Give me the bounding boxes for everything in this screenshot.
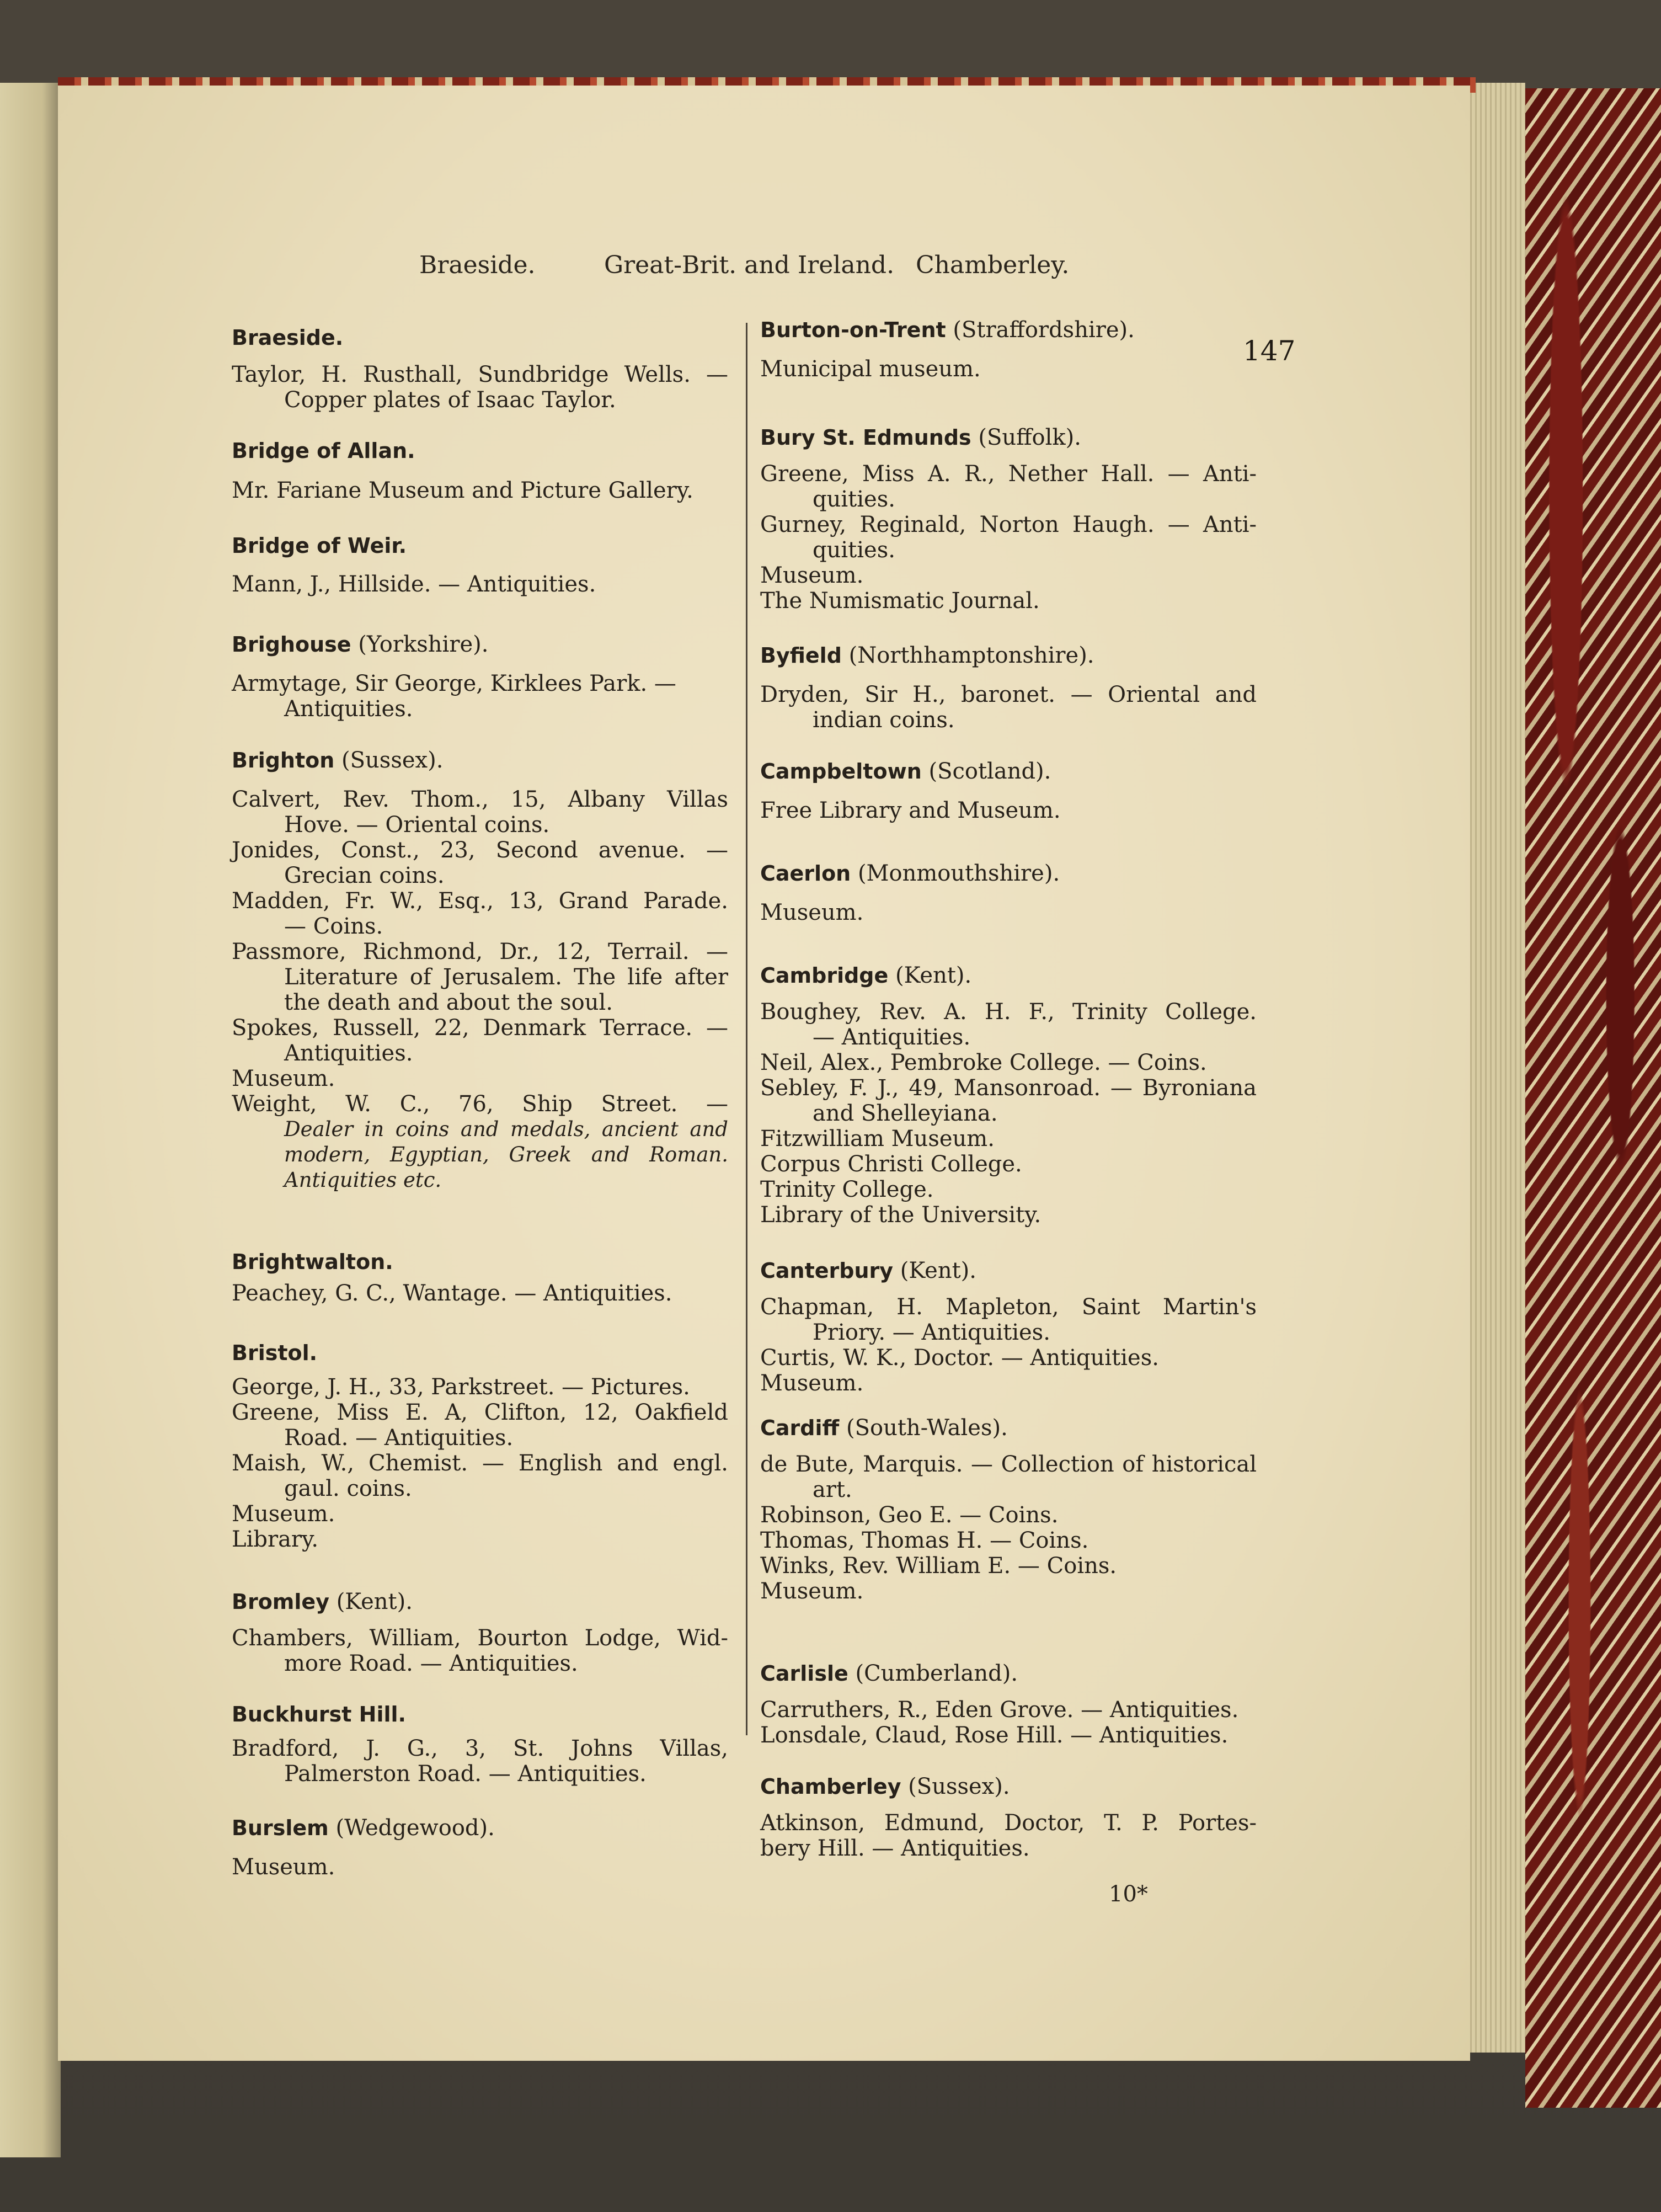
place-name: Brighton (232, 748, 335, 772)
place-name: Campbeltown (760, 759, 922, 783)
page (58, 86, 1470, 2061)
right-column-entry-heading (760, 861, 1060, 886)
place-name: Bristol. (232, 1341, 318, 1365)
place-name: Caerlon (760, 861, 851, 886)
left-column-entry-line: Spokes, Russell, 22, Denmark Terrace. — (232, 1015, 728, 1041)
place-region: (Sussex). (334, 748, 444, 773)
place-name: Buckhurst Hill. (232, 1702, 406, 1726)
facing-page-edge (0, 83, 61, 2157)
right-column-entry-heading (760, 317, 1135, 343)
left-column-entry-heading (232, 632, 488, 657)
left-column-entry-line: Antiquities. (284, 696, 413, 722)
place-region: (Sussex). (901, 1774, 1010, 1799)
running-header (419, 251, 1272, 290)
right-column-entry-line: Library of the University. (760, 1202, 1042, 1228)
place-region: (Scotland). (921, 759, 1051, 784)
left-column-entry-line: Grecian coins. (284, 863, 445, 888)
left-column-entry-line: Mr. Fariane Museum and Picture Gallery. (232, 478, 693, 503)
right-column-entry-line: Corpus Christi College. (760, 1152, 1022, 1177)
left-column-entry-heading (232, 326, 343, 350)
place-region: (Monmouthshire). (851, 861, 1060, 886)
place-region: (Kent). (888, 963, 972, 988)
right-column-entry-line: — Antiquities. (813, 1025, 971, 1050)
right-column-entry-line: Chapman, H. Mapleton, Saint Martin's (760, 1294, 1257, 1320)
right-column-entry-line: Priory. — Antiquities. (813, 1320, 1050, 1345)
right-column-entry-line: Museum. (760, 900, 864, 925)
right-column-entry-heading (760, 643, 1094, 668)
right-column-entry-line: Atkinson, Edmund, Doctor, T. P. Portes- (760, 1810, 1257, 1836)
right-column-entry-line: quities. (813, 537, 895, 563)
left-column-entry-line: Antiquities. (284, 1041, 413, 1066)
left-column-entry-line: Hove. — Oriental coins. (284, 812, 550, 838)
left-column-entry-heading (232, 1589, 413, 1614)
left-column-entry-line: Road. — Antiquities. (284, 1425, 514, 1451)
left-column-entry-line: Copper plates of Isaac Taylor. (284, 387, 616, 413)
left-column-entry-line: Passmore, Richmond, Dr., 12, Terrail. — (232, 939, 728, 964)
place-name: Cambridge (760, 963, 889, 988)
page-number: 147 (1243, 335, 1296, 367)
place-region: (Straffordshire). (946, 317, 1135, 343)
left-column-entry-line: Museum. (232, 1854, 335, 1880)
left-column-entry-line: Taylor, H. Rusthall, Sundbridge Wells. — (232, 362, 728, 387)
right-column-entry-line: Museum. (760, 563, 864, 588)
left-column-entry-line: Armytage, Sir George, Kirklees Park. — (232, 671, 676, 696)
right-column-entry-line: Dryden, Sir H., baronet. — Oriental and (760, 682, 1257, 707)
place-name: Braeside. (232, 326, 344, 350)
right-column-entry-heading (760, 1661, 1018, 1686)
place-name: Bury St. Edmunds (760, 425, 971, 450)
page-block-edge (1462, 83, 1525, 2053)
right-column-entry-heading (760, 963, 971, 988)
column-rule (746, 323, 747, 1735)
left-column-entry-line: Jonides, Const., 23, Second avenue. — (232, 838, 728, 863)
right-column-entry-heading (760, 425, 1081, 450)
place-name: Carlisle (760, 1661, 848, 1686)
place-name: Brightwalton. (232, 1250, 393, 1274)
left-column-entry-line: Bradford, J. G., 3, St. Johns Villas, (232, 1736, 728, 1761)
left-column-entry-line: Madden, Fr. W., Esq., 13, Grand Parade. (232, 888, 728, 914)
place-name: Brighouse (232, 632, 351, 657)
left-column-entry-heading (232, 1341, 317, 1365)
right-column-entry-line: de Bute, Marquis. — Collection of historical (760, 1452, 1257, 1477)
left-column-entry-line: Greene, Miss E. A, Clifton, 12, Oakfield (232, 1400, 728, 1425)
right-column-entry-line: Fitzwilliam Museum. (760, 1126, 995, 1152)
header-center: Great-Brit. and Ireland. (604, 251, 895, 279)
right-column-entry-line: Curtis, W. K., Doctor. — Antiquities. (760, 1345, 1159, 1371)
right-column-entry-line: Thomas, Thomas H. — Coins. (760, 1528, 1089, 1553)
place-name: Canterbury (760, 1259, 894, 1283)
place-name: Chamberley (760, 1774, 901, 1799)
right-column-entry-line: Greene, Miss A. R., Nether Hall. — Anti- (760, 461, 1257, 487)
right-column-entry-line: Gurney, Reginald, Norton Haugh. — Anti- (760, 512, 1257, 537)
place-region: (Wedgewood). (328, 1815, 495, 1841)
right-column-entry-line: bery Hill. — Antiquities. (760, 1836, 1030, 1861)
place-name: Cardiff (760, 1416, 840, 1440)
left-column-entry-heading (232, 1702, 406, 1726)
right-column-entry-line: and Shelleyiana. (813, 1101, 998, 1126)
right-column-entry-line: Winks, Rev. William E. — Coins. (760, 1553, 1117, 1579)
place-name: Burton-on-Trent (760, 318, 946, 342)
left-column-entry-line: Literature of Jerusalem. The life after (284, 964, 728, 990)
place-name: Bridge of Weir. (232, 534, 407, 558)
place-region: (Northhamptonshire). (841, 643, 1094, 668)
marbled-cover-board (1525, 88, 1661, 2108)
left-column-entry-line: Peachey, G. C., Wantage. — Antiquities. (232, 1281, 672, 1306)
left-column-entry-heading (232, 534, 407, 558)
right-column-entry-heading (760, 1415, 1008, 1441)
place-region: (Suffolk). (971, 425, 1081, 450)
right-column-entry-line: Carruthers, R., Eden Grove. — Antiquities. (760, 1697, 1239, 1723)
left-column-entry-line: Library. (232, 1527, 319, 1552)
right-column-entry-line: Free Library and Museum. (760, 798, 1061, 823)
place-region: (South-Wales). (839, 1415, 1008, 1441)
left-column-entry-heading (232, 748, 443, 773)
place-name: Burslem (232, 1816, 329, 1840)
left-column-entry-line: Weight, W. C., 76, Ship Street. — (232, 1091, 728, 1117)
right-column-entry-line: Sebley, F. J., 49, Mansonroad. — Byroniana (760, 1075, 1257, 1101)
left-column-entry-line: Museum. (232, 1501, 335, 1527)
right-column-entry-line: Robinson, Geo E. — Coins. (760, 1502, 1059, 1528)
right-column-entry-heading (760, 759, 1051, 784)
right-column-entry-line: Museum. (760, 1371, 864, 1396)
right-column-entry-line: Municipal museum. (760, 356, 981, 382)
left-column-entry-line: — Coins. (284, 914, 383, 939)
place-region: (Kent). (329, 1589, 413, 1614)
header-left: Braeside. (419, 251, 536, 279)
left-column-entry-line: gaul. coins. (284, 1476, 412, 1501)
left-column-entry-line: George, J. H., 33, Parkstreet. — Pictures. (232, 1374, 690, 1400)
right-column-entry-line: quities. (813, 487, 895, 512)
left-column-entry-line: Dealer in coins and medals, ancient and (284, 1117, 728, 1141)
right-column-entry-line: Boughey, Rev. A. H. F., Trinity College. (760, 999, 1257, 1025)
right-column-entry-line: The Numismatic Journal. (760, 588, 1040, 614)
left-column-entry-heading (232, 439, 415, 463)
left-column-entry-line: Chambers, William, Bourton Lodge, Wid- (232, 1625, 728, 1651)
right-column-entry-line: indian coins. (813, 707, 955, 733)
right-column-entry-heading (760, 1258, 976, 1283)
left-column-entry-line: Mann, J., Hillside. — Antiquities. (232, 572, 596, 597)
right-column-entry-line: Neil, Alex., Pembroke College. — Coins. (760, 1050, 1207, 1075)
place-name: Byfield (760, 643, 842, 668)
place-name: Bridge of Allan. (232, 439, 415, 463)
right-column-entry-line: Lonsdale, Claud, Rose Hill. — Antiquities. (760, 1723, 1229, 1748)
right-column-entry-line: Trinity College. (760, 1177, 934, 1202)
place-region: (Yorkshire). (351, 632, 489, 657)
left-column-entry-line: modern, Egyptian, Greek and Roman. (284, 1143, 728, 1166)
header-right: Chamberley. (916, 251, 1070, 279)
place-region: (Cumberland). (848, 1661, 1018, 1686)
left-column-entry-line: more Road. — Antiquities. (284, 1651, 578, 1676)
left-column-entry-line: Antiquities etc. (284, 1168, 442, 1192)
left-column-entry-line: Palmerston Road. — Antiquities. (284, 1761, 647, 1787)
place-name: Bromley (232, 1590, 329, 1614)
left-column-entry-heading (232, 1250, 393, 1274)
left-column-entry-heading (232, 1815, 495, 1841)
left-column-entry-line: the death and about the soul. (284, 990, 613, 1015)
place-region: (Kent). (893, 1258, 976, 1283)
right-column-entry-heading (760, 1774, 1010, 1799)
right-column-entry-line: art. (813, 1477, 852, 1502)
left-column-entry-line: Calvert, Rev. Thom., 15, Albany Villas (232, 787, 728, 812)
left-column-entry-line: Museum. (232, 1066, 335, 1091)
signature-mark: 10* (1109, 1881, 1148, 1907)
right-column-entry-line: Museum. (760, 1579, 864, 1604)
left-column-entry-line: Maish, W., Chemist. — English and engl. (232, 1451, 728, 1476)
